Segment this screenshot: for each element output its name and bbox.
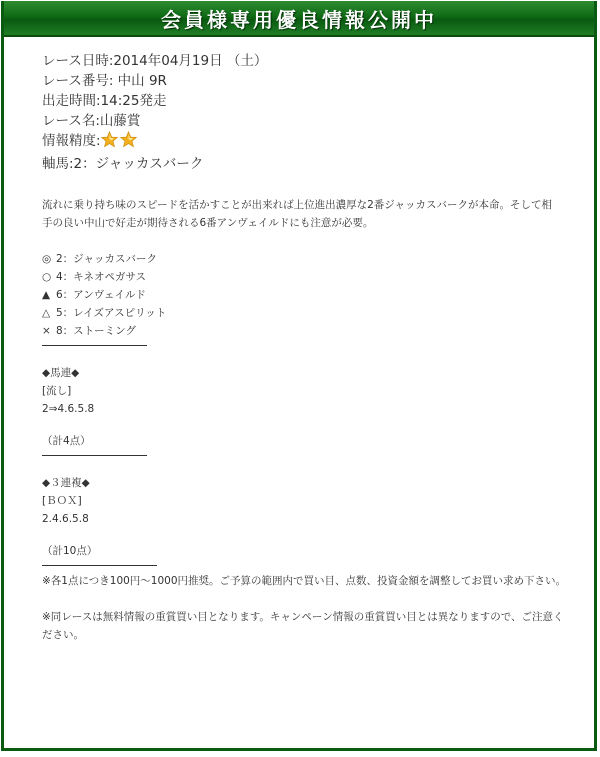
race-date: レース日時:2014年04月19日 （土） <box>42 53 268 69</box>
note-recommendation: ※各1点につき100円～1000円推奨。ご予算の範囲内で買い目、点数、投資金額を調整してお買い求め下さい。 <box>42 575 567 587</box>
pick-text: 8：ストーミング <box>56 325 136 337</box>
bet-total: （計10点） <box>42 545 98 557</box>
bet-combo: 2.4.6.5.8 <box>42 513 89 525</box>
race-accuracy <box>42 131 594 154</box>
pick-item <box>42 322 594 340</box>
divider <box>42 565 157 566</box>
bet-sanrenpuku <box>42 474 594 560</box>
race-post-time: 出走時間:14:25発走 <box>42 93 167 109</box>
race-number: レース番号: 中山 9R <box>42 73 167 89</box>
accuracy-label: 情報精度: <box>42 133 101 149</box>
analysis-text: 流れに乗り持ち味のスピードを活かすことが出来れば上位進出濃厚な2番ジャッカスバークが本命。そして相手の良い中山で好走が期待される6番アンヴェイルドにも注意が必要。 <box>42 199 553 229</box>
pick-mark: △ <box>42 307 51 319</box>
race-info <box>42 51 594 174</box>
star-icon <box>101 131 118 148</box>
star-icon <box>120 131 137 148</box>
pick-item <box>42 250 594 268</box>
pick-mark: × <box>42 325 51 337</box>
race-name: レース名:山藤賞 <box>42 113 141 129</box>
pick-text: 4：キネオペガサス <box>56 271 147 283</box>
pick-text: 6：アンヴェイルド <box>56 289 146 301</box>
pick-item <box>42 304 594 322</box>
axis-horse: 軸馬:2：ジャッカスバーク <box>42 156 204 172</box>
bet-total: （計4点） <box>42 435 91 447</box>
pick-text: 2：ジャッカスバーク <box>56 253 157 265</box>
pick-mark: ▲ <box>42 289 51 301</box>
pick-mark: ◎ <box>42 253 52 265</box>
header-banner <box>4 1 594 37</box>
bet-title: ◆３連複◆ <box>42 477 90 489</box>
bet-method: [流し] <box>42 385 72 397</box>
picks-list <box>42 250 594 340</box>
main-content <box>4 37 594 644</box>
pick-item <box>42 268 594 286</box>
header-title: 会員様専用優良情報公開中 <box>161 7 437 32</box>
bet-umaren <box>42 364 594 450</box>
accuracy-stars <box>101 131 139 154</box>
note-disclaimer: ※同レースは無料情報の重賞買い目となります。キャンペーン情報の重賞買い目とは異なりますので、ご注意ください。 <box>42 611 564 641</box>
content-frame <box>1 1 597 751</box>
pick-text: 5：レイズアスピリット <box>56 307 167 319</box>
bet-combo: 2⇒4.6.5.8 <box>42 403 95 415</box>
bet-title: ◆馬連◆ <box>42 367 80 379</box>
bet-method: [ＢＯＸ] <box>42 495 82 507</box>
pick-mark: ○ <box>42 271 52 283</box>
pick-item <box>42 286 594 304</box>
